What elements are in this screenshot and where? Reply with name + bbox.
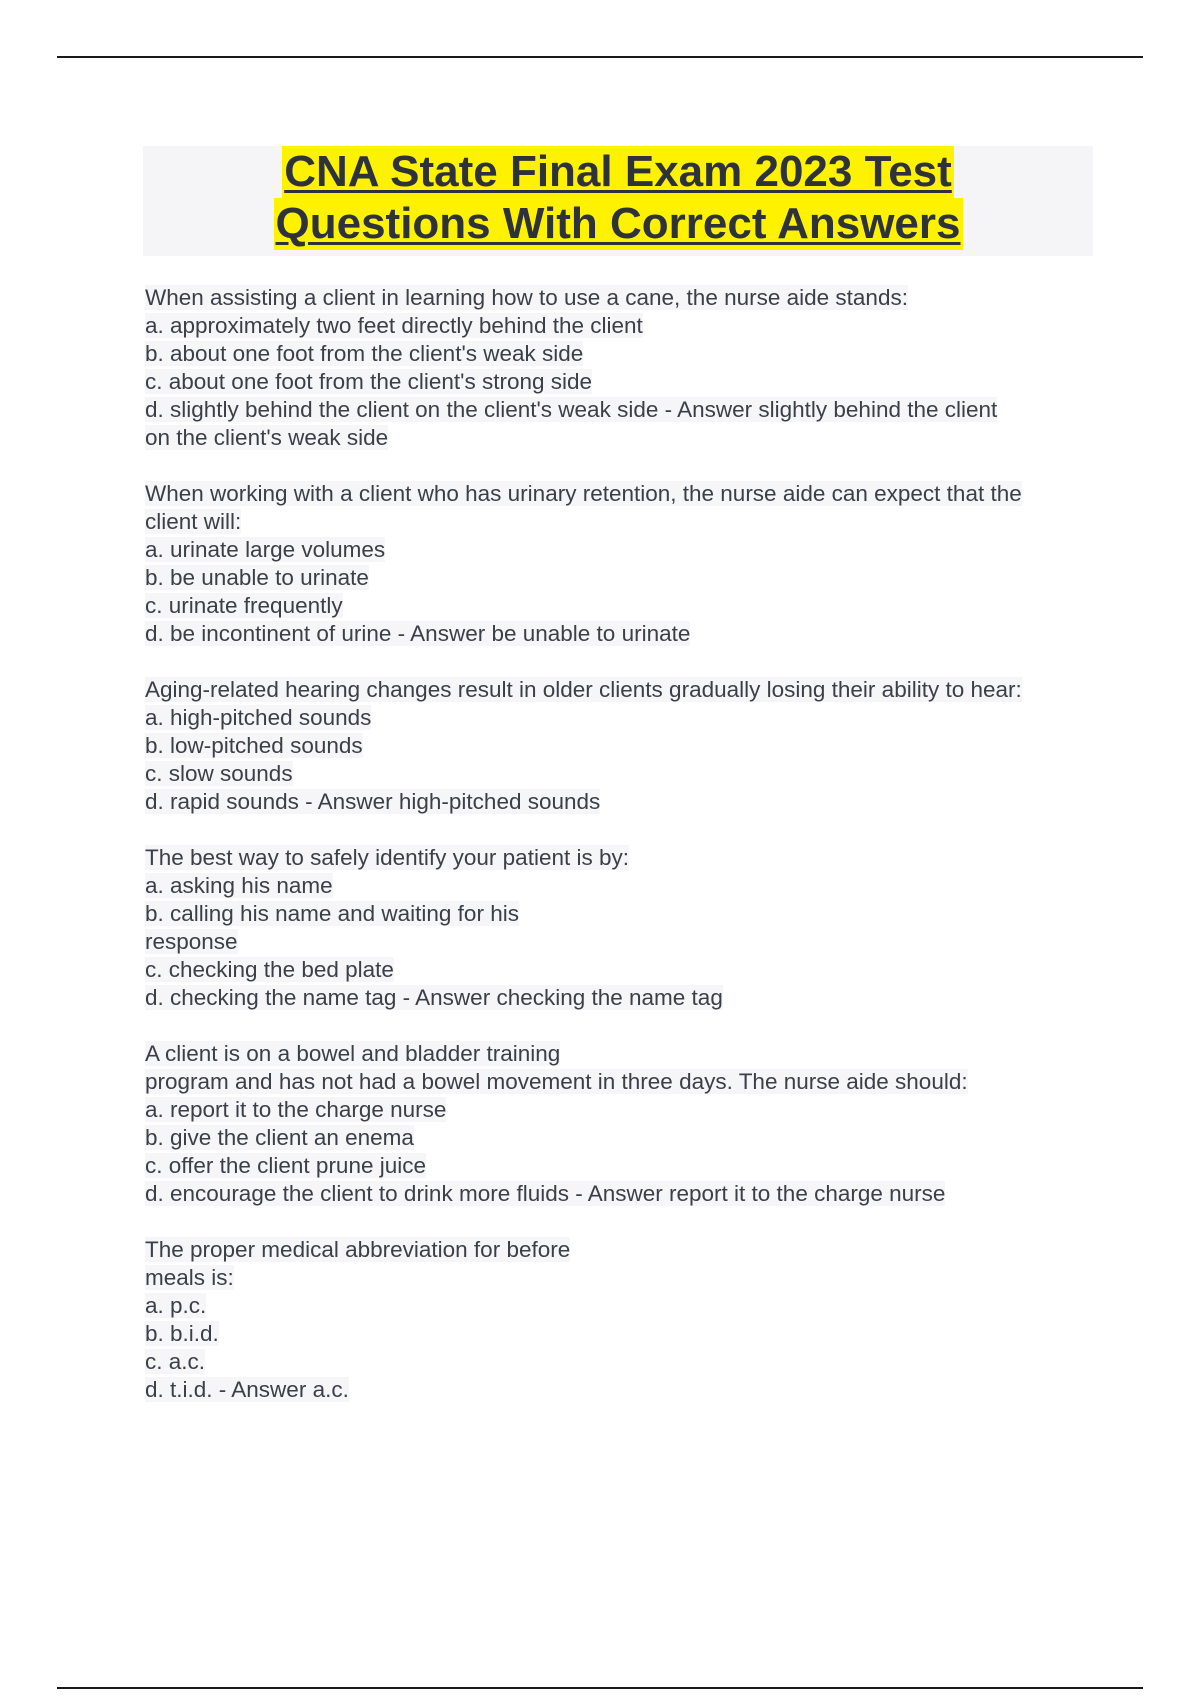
question-line: on the client's weak side bbox=[145, 425, 389, 450]
question-block bbox=[145, 844, 1095, 1012]
question-line: b. b.i.d. bbox=[145, 1321, 219, 1346]
question-line: c. a.c. bbox=[145, 1349, 206, 1374]
question-line: a. approximately two feet directly behind the client bbox=[145, 313, 643, 338]
question-line: A client is on a bowel and bladder training bbox=[145, 1041, 561, 1066]
question-line: b. low-pitched sounds bbox=[145, 733, 363, 758]
question-block bbox=[145, 284, 1095, 452]
question-line: a. urinate large volumes bbox=[145, 537, 386, 562]
question-line: c. offer the client prune juice bbox=[145, 1153, 426, 1178]
question-line: b. calling his name and waiting for his bbox=[145, 901, 519, 926]
question-line: When working with a client who has urinary retention, the nurse aide can expect that the bbox=[145, 481, 1022, 506]
question-line: meals is: bbox=[145, 1265, 234, 1290]
question-line: Aging-related hearing changes result in older clients gradually losing their ability to hear: bbox=[145, 677, 1022, 702]
title-line-2: Questions With Correct Answers bbox=[275, 199, 961, 248]
question-line: c. urinate frequently bbox=[145, 593, 343, 618]
question-line: a. asking his name bbox=[145, 873, 333, 898]
question-line: b. about one foot from the client's weak side bbox=[145, 341, 584, 366]
question-line: d. be incontinent of urine - Answer be unable to urinate bbox=[145, 621, 691, 646]
question-line: d. slightly behind the client on the client's weak side - Answer slightly behind the client bbox=[145, 397, 998, 422]
question-line: a. high-pitched sounds bbox=[145, 705, 372, 730]
question-line: The best way to safely identify your patient is by: bbox=[145, 845, 629, 870]
question-line: response bbox=[145, 929, 238, 954]
top-rule bbox=[57, 56, 1143, 58]
question-line: d. encourage the client to drink more fluids - Answer report it to the charge nurse bbox=[145, 1181, 946, 1206]
question-line: d. t.i.d. - Answer a.c. bbox=[145, 1377, 349, 1402]
question-line: program and has not had a bowel movement in three days. The nurse aide should: bbox=[145, 1069, 968, 1094]
question-line: b. give the client an enema bbox=[145, 1125, 414, 1150]
question-block bbox=[145, 1236, 1095, 1404]
question-line: c. about one foot from the client's strong side bbox=[145, 369, 593, 394]
question-line: d. checking the name tag - Answer checking the name tag bbox=[145, 985, 723, 1010]
question-line: c. checking the bed plate bbox=[145, 957, 394, 982]
question-line: a. p.c. bbox=[145, 1293, 207, 1318]
question-line: b. be unable to urinate bbox=[145, 565, 369, 590]
question-line: c. slow sounds bbox=[145, 761, 293, 786]
question-line: When assisting a client in learning how to use a cane, the nurse aide stands: bbox=[145, 285, 908, 310]
question-line: The proper medical abbreviation for before bbox=[145, 1237, 571, 1262]
question-line: client will: bbox=[145, 509, 242, 534]
question-line: a. report it to the charge nurse bbox=[145, 1097, 447, 1122]
question-block bbox=[145, 676, 1095, 816]
title-line-1: CNA State Final Exam 2023 Test bbox=[284, 147, 952, 196]
document-title bbox=[143, 146, 1093, 256]
questions-list bbox=[145, 284, 1095, 1432]
bottom-rule bbox=[57, 1687, 1143, 1689]
question-block bbox=[145, 480, 1095, 648]
question-block bbox=[145, 1040, 1095, 1208]
question-line: d. rapid sounds - Answer high-pitched sounds bbox=[145, 789, 601, 814]
